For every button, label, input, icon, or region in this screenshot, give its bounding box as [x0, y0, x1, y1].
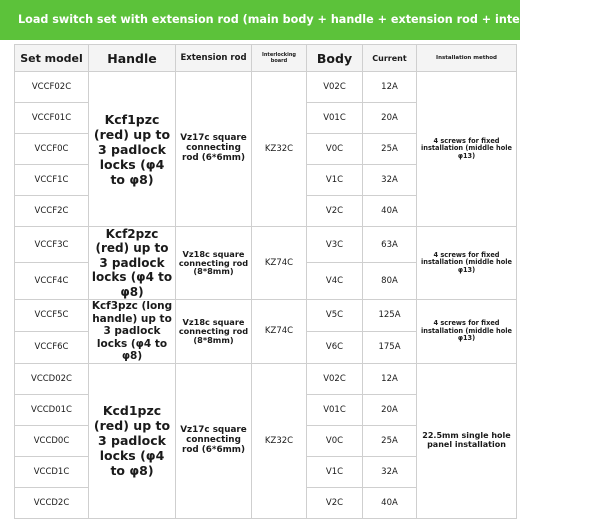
current-cell: 12A [363, 72, 417, 103]
header-set-model: Set model [15, 45, 89, 72]
header-handle: Handle [89, 45, 176, 72]
handle-cell: Kcf1pzc (red) up to 3 padlock locks (φ4 to φ8) [89, 72, 176, 227]
body-cell: V2C [307, 487, 363, 518]
set-model-cell: VCCD02C [15, 363, 89, 394]
set-model-cell: VCCF5C [15, 299, 89, 331]
body-cell: V01C [307, 394, 363, 425]
current-cell: 125A [363, 299, 417, 331]
handle-cell: Kcf2pzc (red) up to 3 padlock locks (φ4 to φ8) [89, 227, 176, 300]
set-model-cell: VCCF02C [15, 72, 89, 103]
interlocking-board-cell: KZ32C [252, 72, 307, 227]
body-cell: V02C [307, 72, 363, 103]
installation-method-cell: 4 screws for fixed installation (middle hole φ13) [417, 299, 517, 363]
body-cell: V3C [307, 227, 363, 263]
sheet-title: Load switch set with extension rod (main body + handle + extension rod + interlocking plate) [0, 0, 520, 40]
body-cell: V2C [307, 196, 363, 227]
current-cell: 20A [363, 103, 417, 134]
extension-rod-cell: Vz17c square connecting rod (6*6mm) [176, 363, 252, 518]
installation-method-cell: 4 screws for fixed installation (middle hole φ13) [417, 227, 517, 300]
body-cell: V0C [307, 134, 363, 165]
body-cell: V6C [307, 331, 363, 363]
current-cell: 25A [363, 134, 417, 165]
body-cell: V1C [307, 165, 363, 196]
extension-rod-cell: Vz17c square connecting rod (6*6mm) [176, 72, 252, 227]
header-current: Current [363, 45, 417, 72]
extension-rod-cell: Vz18c square connecting rod (8*8mm) [176, 227, 252, 300]
installation-method-cell: 4 screws for fixed installation (middle hole φ13) [417, 72, 517, 227]
set-model-cell: VCCD1C [15, 456, 89, 487]
body-cell: V0C [307, 425, 363, 456]
header-extension-rod: Extension rod [176, 45, 252, 72]
set-model-cell: VCCF4C [15, 263, 89, 299]
set-model-cell: VCCF0C [15, 134, 89, 165]
table-row [15, 227, 517, 263]
set-model-cell: VCCF01C [15, 103, 89, 134]
set-model-cell: VCCD01C [15, 394, 89, 425]
current-cell: 40A [363, 487, 417, 518]
header-row [15, 45, 517, 72]
installation-method-cell: 22.5mm single hole panel installation [417, 363, 517, 518]
interlocking-board-cell: KZ74C [252, 299, 307, 363]
body-cell: V02C [307, 363, 363, 394]
set-model-cell: VCCD0C [15, 425, 89, 456]
interlocking-board-cell: KZ32C [252, 363, 307, 518]
table-row [15, 363, 517, 394]
interlocking-board-cell: KZ74C [252, 227, 307, 300]
set-model-cell: VCCF2C [15, 196, 89, 227]
current-cell: 80A [363, 263, 417, 299]
header-interlocking-board: Interlocking board [252, 45, 307, 72]
body-cell: V5C [307, 299, 363, 331]
set-model-cell: VCCF3C [15, 227, 89, 263]
handle-cell: Kcd1pzc (red) up to 3 padlock locks (φ4 to φ8) [89, 363, 176, 518]
header-body: Body [307, 45, 363, 72]
header-installation-method: Installation method [417, 45, 517, 72]
extension-rod-cell: Vz18c square connecting rod (8*8mm) [176, 299, 252, 363]
handle-cell: Kcf3pzc (long handle) up to 3 padlock locks (φ4 to φ8) [89, 299, 176, 363]
table-row [15, 299, 517, 331]
current-cell: 25A [363, 425, 417, 456]
current-cell: 63A [363, 227, 417, 263]
body-cell: V4C [307, 263, 363, 299]
set-model-cell: VCCF6C [15, 331, 89, 363]
set-model-cell: VCCD2C [15, 487, 89, 518]
current-cell: 20A [363, 394, 417, 425]
current-cell: 32A [363, 165, 417, 196]
body-cell: V01C [307, 103, 363, 134]
set-model-cell: VCCF1C [15, 165, 89, 196]
current-cell: 40A [363, 196, 417, 227]
current-cell: 32A [363, 456, 417, 487]
table-row [15, 72, 517, 103]
current-cell: 175A [363, 331, 417, 363]
body-cell: V1C [307, 456, 363, 487]
current-cell: 12A [363, 363, 417, 394]
spec-table [14, 44, 517, 519]
